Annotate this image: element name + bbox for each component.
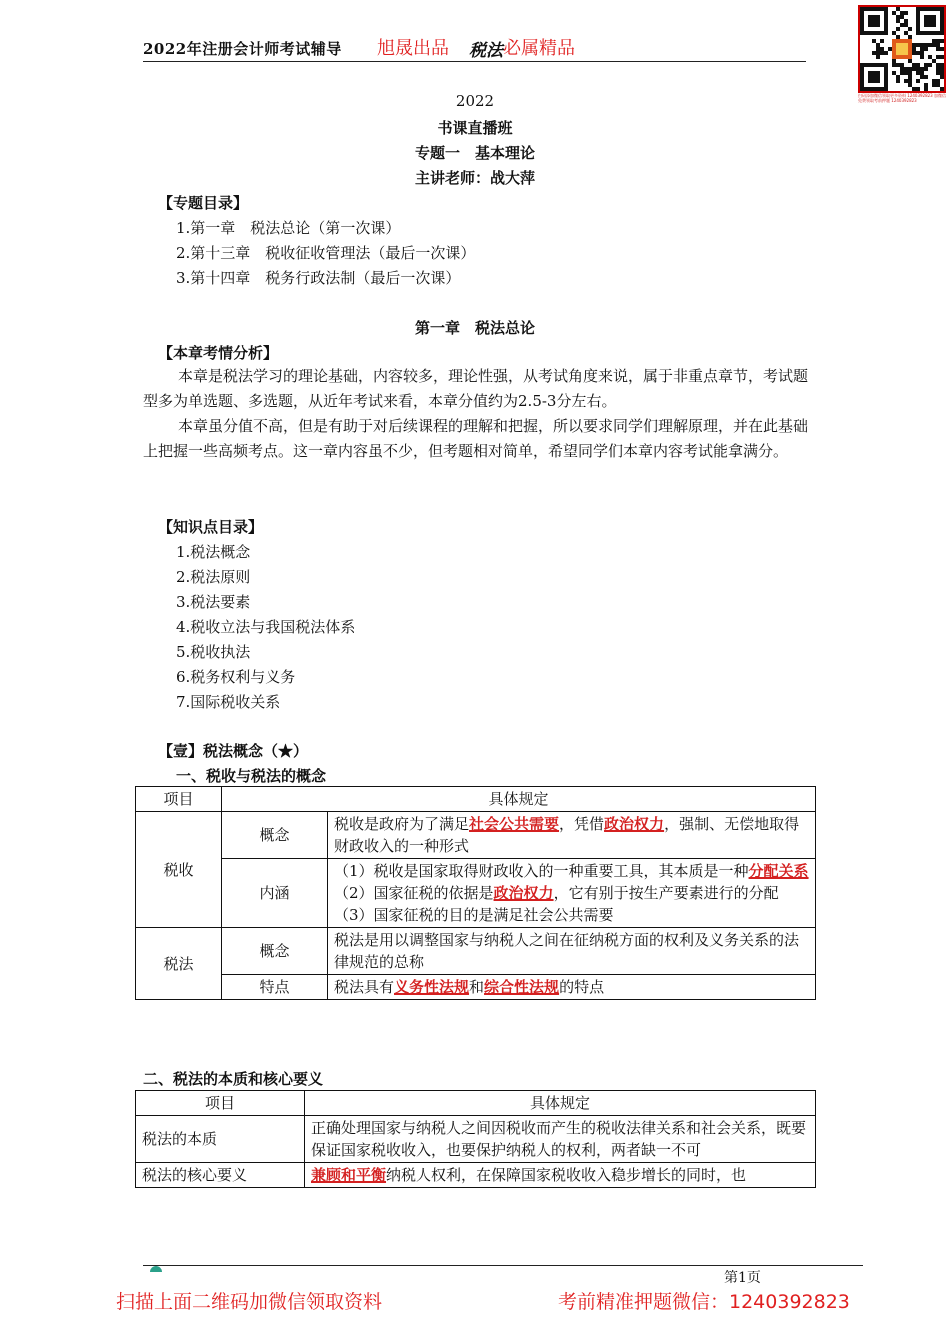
header-brand: 旭晟出品 <box>377 38 449 59</box>
highlight-term: 兼顾和平衡 <box>311 1166 387 1184</box>
page-header <box>143 34 806 62</box>
row-sublabel-concept: 概念 <box>222 812 328 859</box>
toc-item: 3.第十四章 税务行政法制（最后一次课） <box>176 269 461 287</box>
knowledge-heading: 【知识点目录】 <box>158 518 264 536</box>
toc-item: 1.第一章 税法总论（第一次课） <box>176 219 401 237</box>
knowledge-item: 1.税法概念 <box>176 543 251 561</box>
table-header-item: 项目 <box>136 1091 305 1116</box>
subsection-heading-2: 二、税法的本质和核心要义 <box>143 1070 324 1088</box>
footer-divider <box>143 1265 863 1266</box>
highlight-term: 义务性法规 <box>394 978 470 996</box>
table-row <box>136 975 816 1000</box>
text-run: 和 <box>469 978 485 996</box>
footer-promo-right: 考前精准押题微信：1240392823 <box>558 1291 850 1313</box>
table-header-rule: 具体规定 <box>222 787 816 812</box>
table-row <box>136 812 816 859</box>
analysis-paragraph-2: 本章虽分值不高，但是有助于对后续课程的理解和把握，所以要求同学们理解原理，并在此基础上把握一些高频考点。这一章内容虽不少，但考题相对简单，希望同学们本章内容考试能拿满分。 <box>143 417 809 460</box>
highlight-term: 政治权力 <box>493 884 554 902</box>
knowledge-item: 5.税收执法 <box>176 643 251 661</box>
table-row <box>136 1163 816 1188</box>
text-run: 税法具有 <box>334 978 395 996</box>
header-slogan: 必属精品 <box>503 38 575 59</box>
table-row <box>136 859 816 928</box>
header-title: 2022年注册会计师考试辅导 <box>143 40 342 58</box>
toc-item: 2.第十三章 税收征收管理法（最后一次课） <box>176 244 476 262</box>
knowledge-item: 6.税务权利与义务 <box>176 668 296 686</box>
text-run: 税收是政府为了满足 <box>334 815 470 833</box>
tax-concept-table <box>135 786 816 1000</box>
table-row <box>136 928 816 975</box>
knowledge-item: 3.税法要素 <box>176 593 251 611</box>
text-run: （3）国家征税的目的是满足社会公共需要 <box>334 906 614 924</box>
qr-code-icon[interactable] <box>858 5 946 93</box>
table-header-rule: 具体规定 <box>305 1091 816 1116</box>
essence-text: 正确处理国家与纳税人之间因税收而产生的税收法律关系和社会关系，既要保证国家税收收入，也要保护纳税人的权利，两者缺一不可 <box>305 1116 816 1163</box>
highlight-term: 综合性法规 <box>484 978 560 996</box>
law-feature-text <box>328 975 816 1000</box>
text-run: ，凭借 <box>559 815 605 833</box>
row-label-core: 税法的核心要义 <box>136 1163 305 1188</box>
qr-caption: 扫码添加微信领取更多资料 1240392823 加微信 免费领取考前押题 1240392823 <box>858 93 946 103</box>
row-sublabel-concept: 概念 <box>222 928 328 975</box>
title-topic: 专题一 基本理论 <box>414 144 535 162</box>
title-year: 2022 <box>455 92 495 110</box>
knowledge-item: 2.税法原则 <box>176 568 251 586</box>
row-label-law: 税法 <box>136 928 222 1000</box>
law-concept-text: 税法是用以调整国家与纳税人之间在征纳税方面的权利及义务关系的法律规范的总称 <box>328 928 816 975</box>
page-number: 第1页 <box>724 1270 761 1286</box>
text-run: （1）税收是国家取得财政收入的一种重要工具，其本质是一种 <box>334 862 749 880</box>
tax-connotation-text <box>328 859 816 928</box>
table-header-item: 项目 <box>136 787 222 812</box>
knowledge-item: 4.税收立法与我国税法体系 <box>176 618 356 636</box>
row-sublabel-connotation: 内涵 <box>222 859 328 928</box>
table-header-row <box>136 1091 816 1116</box>
subsection-heading-1: 一、税收与税法的概念 <box>176 767 327 785</box>
highlight-term: 分配关系 <box>748 862 809 880</box>
footer-logo-icon <box>150 1266 162 1272</box>
header-subject: 税法 <box>469 41 503 61</box>
text-run: ，强制、无偿地取得财政收入的一种形式 <box>334 815 800 855</box>
section-heading: 【壹】税法概念（★） <box>158 742 309 760</box>
text-run: （2）国家征税的依据是 <box>334 884 494 902</box>
table-header-row <box>136 787 816 812</box>
analysis-heading: 【本章考情分析】 <box>158 344 279 362</box>
chapter-title: 第一章 税法总论 <box>414 319 535 337</box>
text-run: 纳税人权利，在保障国家税收收入稳步增长的同时，也 <box>386 1166 747 1184</box>
row-label-essence: 税法的本质 <box>136 1116 305 1163</box>
text-run: ，它有别于按生产要素进行的分配 <box>553 884 779 902</box>
tax-concept-text <box>328 812 816 859</box>
knowledge-item: 7.国际税收关系 <box>176 693 281 711</box>
analysis-paragraph-1: 本章是税法学习的理论基础，内容较多，理论性强，从考试角度来说，属于非重点章节，考试题型多为单选题、多选题，从近年考试来看，本章分值约为2.5-3分左右。 <box>143 367 809 410</box>
tax-essence-table <box>135 1090 816 1188</box>
highlight-term: 政治权力 <box>604 815 665 833</box>
row-sublabel-feature: 特点 <box>222 975 328 1000</box>
highlight-term: 社会公共需要 <box>469 815 560 833</box>
text-run: 的特点 <box>559 978 605 996</box>
row-label-tax: 税收 <box>136 812 222 928</box>
footer-promo-left: 扫描上面二维码加微信领取资料 <box>116 1291 383 1313</box>
toc-heading: 【专题目录】 <box>158 194 249 212</box>
core-text <box>305 1163 816 1188</box>
title-teacher: 主讲老师：战大萍 <box>414 169 535 187</box>
title-course: 书课直播班 <box>437 119 513 137</box>
qr-code-graphic <box>860 7 944 91</box>
table-row <box>136 1116 816 1163</box>
